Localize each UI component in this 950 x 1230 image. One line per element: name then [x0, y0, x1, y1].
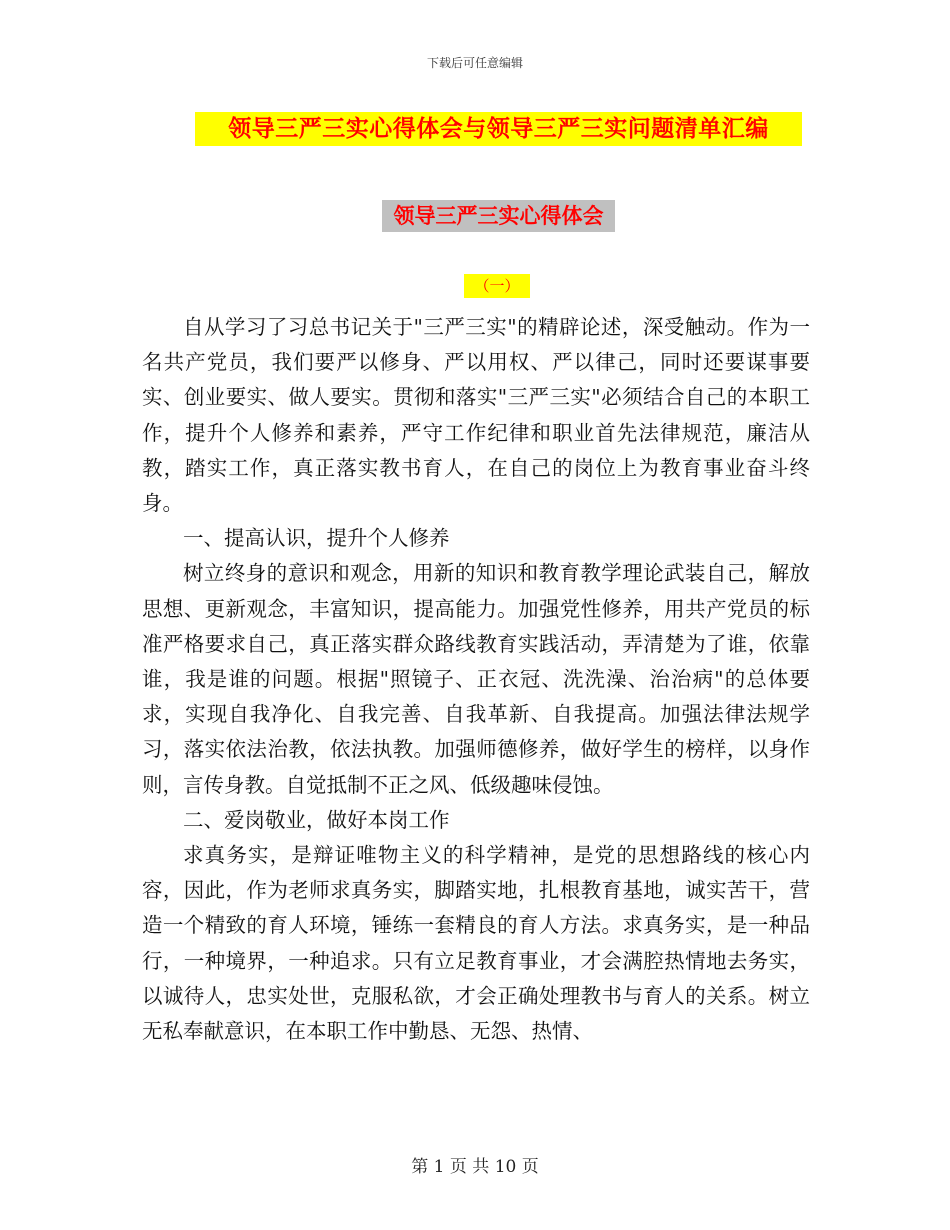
section-marker: （一） [474, 277, 520, 295]
header-note: 下载后可任意编辑 [426, 56, 523, 70]
paragraph-intro: 自从学习了习总书记关于"三严三实"的精辟论述，深受触动。作为一名共产党员，我们要严以修身、严以用权、严以律己，同时还要谋事要实、创业要实、做人要实。贯彻和落实"三严三实"必须结合自己的本职工作，提升个人修养和素养，严守工作纪律和职业首先法律规范，廉洁从教，踏实工作，真正落实教书育人，在自己的岗位上为教育事业奋斗终身。 [142, 315, 810, 516]
paragraph-section-2: 求真务实，是辩证唯物主义的科学精神，是党的思想路线的核心内容，因此，作为老师求真务实，脚踏实地，扎根教育基地，诚实苦干，营造一个精致的育人环境，锤练一套精良的育人方法。求真务实，是一种品行，一种境界，一种追求。只有立足教育事业，才会满腔热情地去务实，以诚待人，忠实处世，克服私欲，才会正确处理教书与育人的关系。树立无私奉献意识，在本职工作中勤恳、无怨、热情、 [142, 843, 810, 1044]
sub-title: 领导三严三实心得体会 [393, 203, 604, 228]
page-footer: 第 1 页 共 10 页 [411, 1157, 539, 1177]
section-heading-2: 二、爱岗敬业，做好本岗工作 [183, 807, 450, 832]
section-marker-highlight [464, 274, 530, 298]
main-title: 领导三严三实心得体会与领导三严三实问题清单汇编 [228, 115, 769, 142]
paragraph-section-1: 树立终身的意识和观念，用新的知识和教育教学理论武装自己，解放思想、更新观念，丰富知识，提高能力。加强党性修养，用共产党员的标准严格要求自己，真正落实群众路线教育实践活动，弄清楚为了谁，依靠谁，我是谁的问题。根据"照镜子、正衣冠、洗洗澡、治治病"的总体要求，实现自我净化、自我完善、自我革新、自我提高。加强法律法规学习，落实依法治教，依法执教。加强师德修养，做好学生的榜样，以身作则，言传身教。自觉抵制不正之风、低级趣味侵蚀。 [142, 561, 810, 797]
section-heading-1: 一、提高认识，提升个人修养 [183, 526, 450, 551]
sub-title-highlight [382, 200, 615, 232]
document-body [142, 310, 810, 1049]
main-title-highlight [195, 112, 802, 146]
